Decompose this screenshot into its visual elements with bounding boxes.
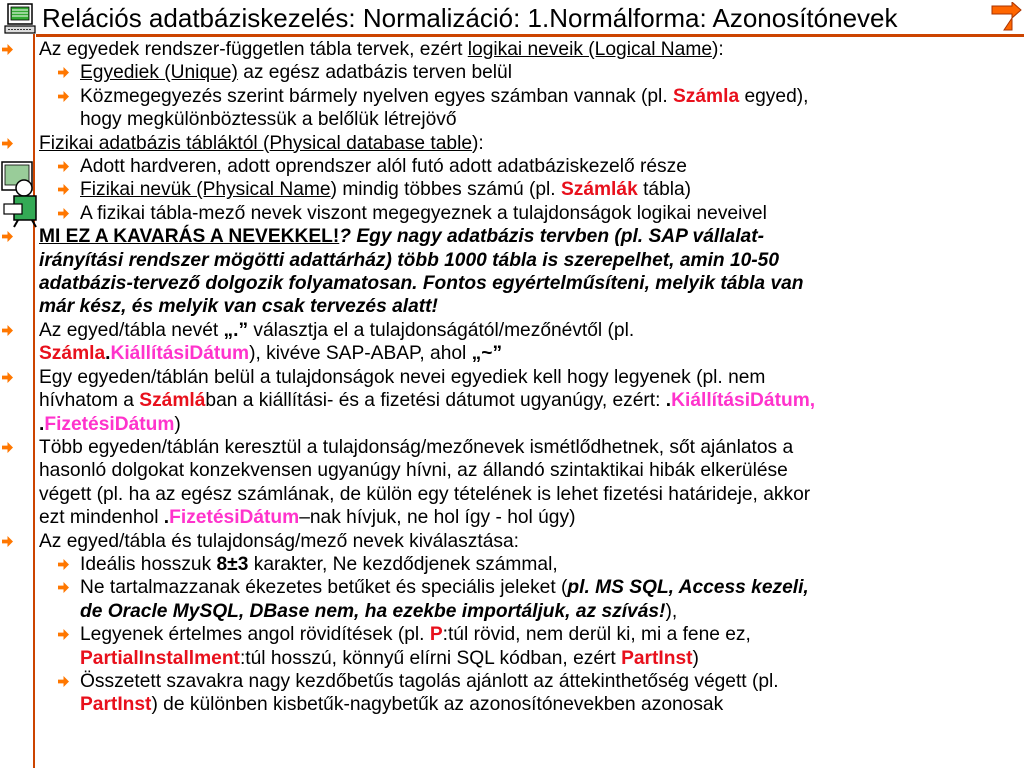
list-item-continuation: már kész, és melyik van csak tervezés alatt! xyxy=(39,296,438,318)
diamond-arrow-bullet-icon xyxy=(58,208,69,219)
list-item: Az egyed/tábla és tulajdonság/mező nevek kiválasztása: xyxy=(0,530,1024,553)
list-item-continuation: hívhatom a Számlában a kiállítási- és a fizetési dátumot ugyanúgy, ezért: .KiállításiDátum, xyxy=(39,390,816,412)
diamond-arrow-bullet-icon xyxy=(2,536,13,547)
list-item-continuation: hogy megkülönböztessük a belőlük létrejövő xyxy=(80,109,457,131)
diamond-arrow-bullet-icon xyxy=(58,67,69,78)
page-title: Relációs adatbáziskezelés: Normalizáció: 1.Normálforma: Azonosítónevek xyxy=(42,3,898,33)
diamond-arrow-bullet-icon xyxy=(58,91,69,102)
diamond-arrow-bullet-icon xyxy=(58,676,69,687)
list-item-continuation: irányítási rendszer mögötti adattárház) több 1000 tábla is szerepelhet, amin 10-50 xyxy=(39,249,780,271)
list-item: Ne tartalmazzanak ékezetes betűket és speciális jeleket (pl. MS SQL, Access kezeli, xyxy=(0,576,1024,599)
list-item-continuation: PartialInstallment:túl hosszú, könnyű elírni SQL kódban, ezért PartInst) xyxy=(80,647,699,669)
computer-icon xyxy=(2,2,38,36)
list-item: Adott hardveren, adott oprendszer alól futó adott adatbáziskezelő része xyxy=(0,155,1024,178)
list-item-continuation: ezt mindenhol .FizetésiDátum–nak hívjuk, ne hol így - hol úgy) xyxy=(39,507,576,529)
list-item: Közmegegyezés szerint bármely nyelven egyes számban vannak (pl. Számla egyed), xyxy=(0,85,1024,108)
diamond-arrow-bullet-icon xyxy=(2,442,13,453)
list-item-continuation: .FizetésiDátum) xyxy=(39,413,181,435)
diamond-arrow-bullet-icon xyxy=(58,629,69,640)
title-bar xyxy=(0,0,1024,36)
diamond-arrow-bullet-icon xyxy=(2,138,13,149)
title-underline xyxy=(36,34,1024,37)
list-item-continuation: Számla.KiállításiDátum), kivéve SAP-ABAP, ahol „~” xyxy=(39,343,503,365)
list-item: Ideális hosszuk 8±3 karakter, Ne kezdődjenek számmal, xyxy=(0,553,1024,576)
corner-arrow-icon xyxy=(988,2,1022,32)
diamond-arrow-bullet-icon xyxy=(2,231,13,242)
list-item: Egyediek (Unique) az egész adatbázis terven belül xyxy=(0,61,1024,84)
list-item: Egy egyeden/táblán belül a tulajdonságok nevei egyediek kell hogy legyenek (pl. nem xyxy=(0,366,1024,389)
list-item: A fizikai tábla-mező nevek viszont megegyeznek a tulajdonságok logikai neveivel xyxy=(0,202,1024,225)
diamond-arrow-bullet-icon xyxy=(2,325,13,336)
diamond-arrow-bullet-icon xyxy=(58,559,69,570)
list-item: Az egyedek rendszer-független tábla tervek, ezért logikai neveik (Logical Name): xyxy=(0,38,1024,61)
list-item: Legyenek értelmes angol rövidítések (pl. P:túl rövid, nem derül ki, mi a fene ez, xyxy=(0,623,1024,646)
list-item: Az egyed/tábla nevét „.” választja el a tulajdonságától/mezőnévtől (pl. xyxy=(0,319,1024,342)
diamond-arrow-bullet-icon xyxy=(58,582,69,593)
list-item: Fizikai nevük (Physical Name) mindig többes számú (pl. Számlák tábla) xyxy=(0,178,1024,201)
list-item: MI EZ A KAVARÁS A NEVEKKEL!? Egy nagy adatbázis tervben (pl. SAP vállalat- xyxy=(0,225,1024,248)
list-item: Összetett szavakra nagy kezdőbetűs tagolás ajánlott az áttekinthetőség végett (pl. xyxy=(0,670,1024,693)
list-item-continuation: PartInst) de különben kisbetűk-nagybetűk az azonosítónevekben azonosak xyxy=(80,694,724,716)
list-item-continuation: hasonló dolgokat konzekvensen ugyanúgy hívni, az állandó szintaktikai hibák elkerülése xyxy=(39,460,788,482)
list-item-continuation: de Oracle MySQL, DBase nem, ha ezekbe importáljuk, az szívás!), xyxy=(80,600,678,622)
list-item-continuation: adatbázis-tervező dolgozik folyamatosan. Fontos egyértelműsíteni, melyik tábla van xyxy=(39,273,804,295)
list-item: Több egyeden/táblán keresztül a tulajdonság/mezőnevek ismétlődhetnek, sőt ajánlatos a xyxy=(0,436,1024,459)
diamond-arrow-bullet-icon xyxy=(2,44,13,55)
list-item-continuation: végett (pl. ha az egész számlának, de külön egy tételének is lehet fizetési határideje, akkor xyxy=(39,483,811,505)
diamond-arrow-bullet-icon xyxy=(58,184,69,195)
list-item: Fizikai adatbázis tábláktól (Physical database table): xyxy=(0,132,1024,155)
diamond-arrow-bullet-icon xyxy=(2,372,13,383)
slide-content xyxy=(0,38,1024,717)
diamond-arrow-bullet-icon xyxy=(58,161,69,172)
